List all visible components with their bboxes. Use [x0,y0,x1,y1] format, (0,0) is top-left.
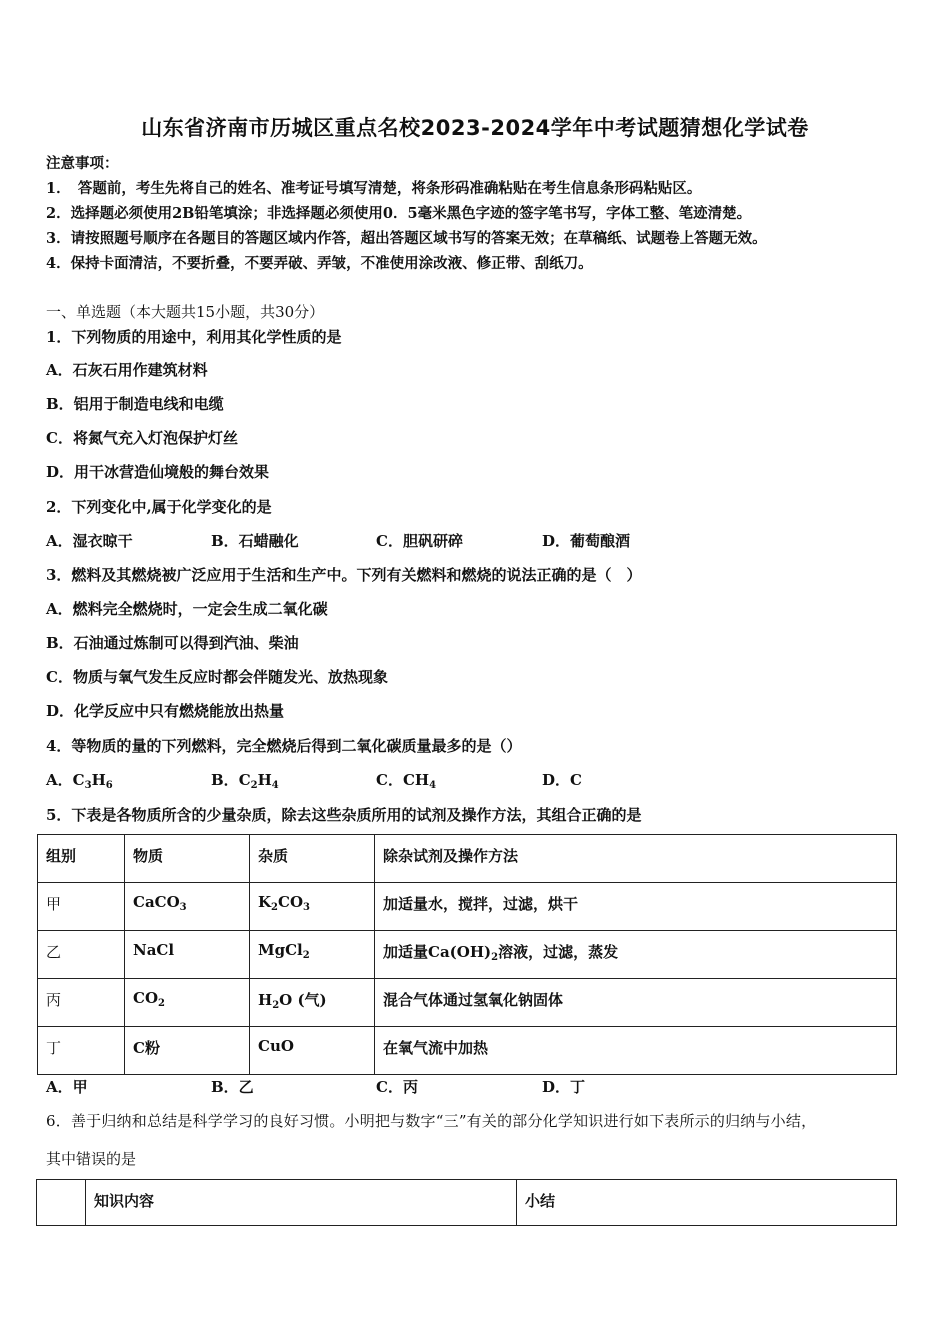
impurity-cell: MgCl$_2$ [250,931,375,979]
table-row [38,883,897,931]
method-cell: 在氧气流中加热 [375,1027,897,1075]
table-header-cell: 小结 [517,1180,897,1226]
question-6-stem: 6．善于归纳和总结是科学学习的良好习惯。小明把与数字“三”有关的部分化学知识进行如下表所示的归纳与小结， [46,1112,817,1130]
q3-option-c: C．物质与氧气发生反应时都会伴随发光、放热现象 [46,668,388,686]
question-2-stem: 2．下列变化中,属于化学变化的是 [46,498,272,516]
q3-option-a: A．燃料完全燃烧时，一定会生成二氧化碳 [46,600,328,618]
substance-cell: CaCO$_3$ [125,883,250,931]
question-4-stem: 4．等物质的量的下列燃料，完全燃烧后得到二氧化碳质量最多的是（） [46,737,522,755]
impurity-cell: $H_2O$ (气) [250,979,375,1027]
table-header-cell [37,1180,86,1226]
q1-option-a: A．石灰石用作建筑材料 [46,361,208,379]
notice-heading: 注意事项： [46,155,119,172]
method-cell: 混合气体通过氢氧化钠固体 [375,979,897,1027]
table-header-cell: 组别 [38,835,125,883]
impurity-cell: CuO [250,1027,375,1075]
notice-item: 4．保持卡面清洁，不要折叠，不要弄破、弄皱，不准使用涂改液、修正带、刮纸刀。 [46,255,593,272]
question-3-stem: 3．燃料及其燃烧被广泛应用于生活和生产中。下列有关燃料和燃烧的说法正确的是（ ） [46,566,642,584]
q3-option-b: B．石油通过炼制可以得到汽油、柴油 [46,634,299,652]
group-cell: 甲 [38,883,125,931]
table-row [38,1027,897,1075]
q5-option-c: C．丙 [376,1078,418,1096]
substance-cell: $CO_2$ [125,979,250,1027]
q1-option-c: C．将氮气充入灯泡保护灯丝 [46,429,238,447]
question-6-stem-cont: 其中错误的是 [46,1150,137,1168]
notice-item: 1． 答题前，考生先将自己的姓名、准考证号填写清楚，将条形码准确粘贴在考生信息条形码粘贴区。 [46,180,702,197]
method-cell: 加适量$Ca(OH)_2$溶液，过滤，蒸发 [375,931,897,979]
table-row [38,931,897,979]
table-header-row [38,835,897,883]
table-row [38,979,897,1027]
impurity-cell: $K_2CO_3$ [250,883,375,931]
question-5-stem: 5．下表是各物质所含的少量杂质，除去这些杂质所用的试剂及操作方法，其组合正确的是 [46,806,642,824]
q4-option-d: D．C [542,771,582,789]
page-title: 山东省济南市历城区重点名校2023-2024学年中考试题猜想化学试卷 [141,116,809,140]
q2-option-c: C．胆矾研碎 [376,532,463,550]
q1-option-d: D．用干冰营造仙境般的舞台效果 [46,463,270,481]
method-cell: 加适量水，搅拌，过滤，烘干 [375,883,897,931]
table-header-row [37,1180,897,1226]
q5-table [37,834,897,1075]
group-cell: 丙 [38,979,125,1027]
q2-option-d: D．葡萄酿酒 [542,532,631,550]
table-header-cell: 除杂试剂及操作方法 [375,835,897,883]
q5-option-d: D．丁 [542,1078,586,1096]
table-header-cell: 知识内容 [86,1180,517,1226]
q4-option-c: C．$CH_4$ [376,771,437,791]
question-1-stem: 1．下列物质的用途中，利用其化学性质的是 [46,328,342,346]
notice-item: 2．选择题必须使用2B铅笔填涂；非选择题必须使用0．5毫米黑色字迹的签字笔书写，字体工整、笔迹清楚。 [46,205,752,222]
notice-item: 3．请按照题号顺序在各题目的答题区域内作答，超出答题区域书写的答案无效；在草稿纸、试题卷上答题无效。 [46,230,767,247]
q2-option-b: B．石蜡融化 [211,532,299,550]
group-cell: 丁 [38,1027,125,1075]
table-header-cell: 杂质 [250,835,375,883]
q5-option-b: B．乙 [211,1078,254,1096]
substance-cell: NaCl [125,931,250,979]
group-cell: 乙 [38,931,125,979]
q3-option-d: D．化学反应中只有燃烧能放出热量 [46,702,285,720]
q4-option-a: A．$C_3H_6$ [46,771,113,791]
q6-table [36,1179,897,1226]
q4-option-b: B．$C_2H_4$ [211,771,279,791]
q1-option-b: B．铝用于制造电线和电缆 [46,395,224,413]
q5-option-a: A．甲 [46,1078,88,1096]
q2-option-a: A．湿衣晾干 [46,532,133,550]
substance-cell: C粉 [125,1027,250,1075]
table-header-cell: 物质 [125,835,250,883]
section-heading: 一、单选题（本大题共15小题，共30分） [46,303,325,321]
